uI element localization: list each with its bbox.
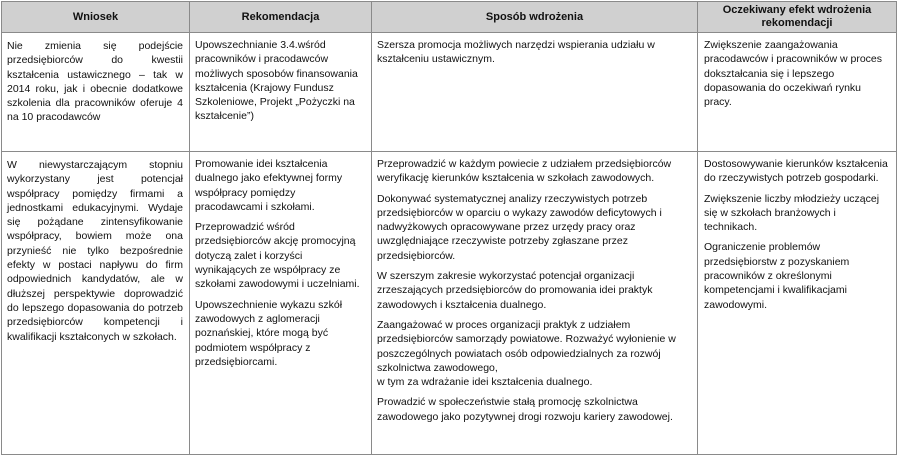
cell-wniosek [2,152,190,455]
header-sposob-wdrozenia: Sposób wdrożenia [372,2,698,33]
cell-oczekiwany-efekt [698,152,897,455]
paragraph: Upowszechnienie wykazu szkół zawodowych z aglomeracji poznańskiej, które mogą być podmiotem współpracy z przedsiębiorcami. [195,298,343,368]
paragraph: Przeprowadzić wśród przedsiębiorców akcję promocyjną dotyczą zalet i korzyści wynikających ze współpracy ze szkołami zawodowymi i uczelniami. [195,221,360,291]
paragraph: Zwiększenie zaangażowania pracodawców i pracowników w proces dokształcania się i lepszego dopasowania do oczekiwań rynku pracy. [704,39,882,109]
paragraph: Ograniczenie problemów przedsiębiorstw z pozyskaniem pracowników z określonymi kompetencjami i kwalifikacjami zawodowymi. [704,241,850,311]
paragraph: W niewystarczającym stopniu wykorzystany jest potencjał współpracy pomiędzy firmami a jednostkami edukacyjnymi. Wydaje się pożądane zintensyfikowanie współpracy, bowiem może ona przynieść nie tylko bezpośrednie efekty w postaci napływu do firm odpowiednich kandydatów, ale w dłuższej perspektywie doprowadzić do lepszego dopasowania do potrzeb przedsiębiorców kompetencji i kwalifikacji kształconych w szkołach. [7,159,183,343]
cell-sposob-wdrozenia [372,33,698,152]
cell-sposob-wdrozenia [372,152,698,455]
table-row [2,33,897,152]
header-oczekiwany-efekt: Oczekiwany efekt wdrożenia rekomendacji [698,2,897,33]
paragraph: Upowszechnianie 3.4.wśród pracowników i pracodawców możliwych sposobów finansowania kształcenia (Krajowy Fundusz Szkoleniowe, Projekt „Pożyczki na kształcenie”) [195,39,358,123]
paragraph: Szersza promocja możliwych narzędzi wspierania udziału w kształceniu ustawicznym. [377,39,655,66]
header-wniosek: Wniosek [2,2,190,33]
header-row [2,2,897,33]
paragraph: Nie zmienia się podejście przedsiębiorców do kwestii kształcenia ustawicznego – tak w 2014 roku, jak i obecnie dodatkowe szkolenia dla pracowników oferuje 4 na 10 pracodawców [7,40,183,124]
header-rekomendacja: Rekomendacja [190,2,372,33]
cell-wniosek [2,33,190,152]
paragraph: Zaangażować w proces organizacji praktyk z udziałem przedsiębiorców samorządy powiatowe. Rozważyć wyłonienie w poszczególnych powiatach osób odpowiedzialnych za rozwój szkolnictwa zawodowego, w tym za wdrażanie idei kształcenia dualnego. [377,318,676,389]
table-row [2,152,897,455]
paragraph: Przeprowadzić w każdym powiecie z udziałem przedsiębiorców weryfikację kierunków kształcenia w szkołach zawodowych. [377,158,672,185]
paragraph: Zwiększenie liczby młodzieży uczącej się w szkołach branżowych i technikach. [704,192,880,234]
paragraph: Dokonywać systematycznej analizy rzeczywistych potrzeb przedsiębiorców w oparciu o wykazy zawodów deficytowych i nadwyżkowych opracowywane przez urzędy pracy oraz uwzględniające rzeczywiste potrzeby zgłaszane przez przedsiębiorców. [377,192,662,262]
cell-rekomendacja [190,33,372,152]
paragraph: Prowadzić w społeczeństwie stałą promocję szkolnictwa zawodowego jako pozytywnej drogi rozwoju kariery zawodowej. [377,396,673,423]
cell-rekomendacja [190,152,372,455]
paragraph: W szerszym zakresie wykorzystać potencjał organizacji zrzeszających przedsiębiorców do promowania idei praktyk zawodowych i kształcenia dualnego. [377,270,653,311]
paragraph: Dostosowywanie kierunków kształcenia do rzeczywistych potrzeb gospodarki. [704,158,888,185]
recommendations-table [1,1,897,455]
paragraph: Promowanie idei kształcenia dualnego jako efektywnej formy współpracy pomiędzy pracodawcami i szkołami. [195,158,343,213]
cell-oczekiwany-efekt [698,33,897,152]
